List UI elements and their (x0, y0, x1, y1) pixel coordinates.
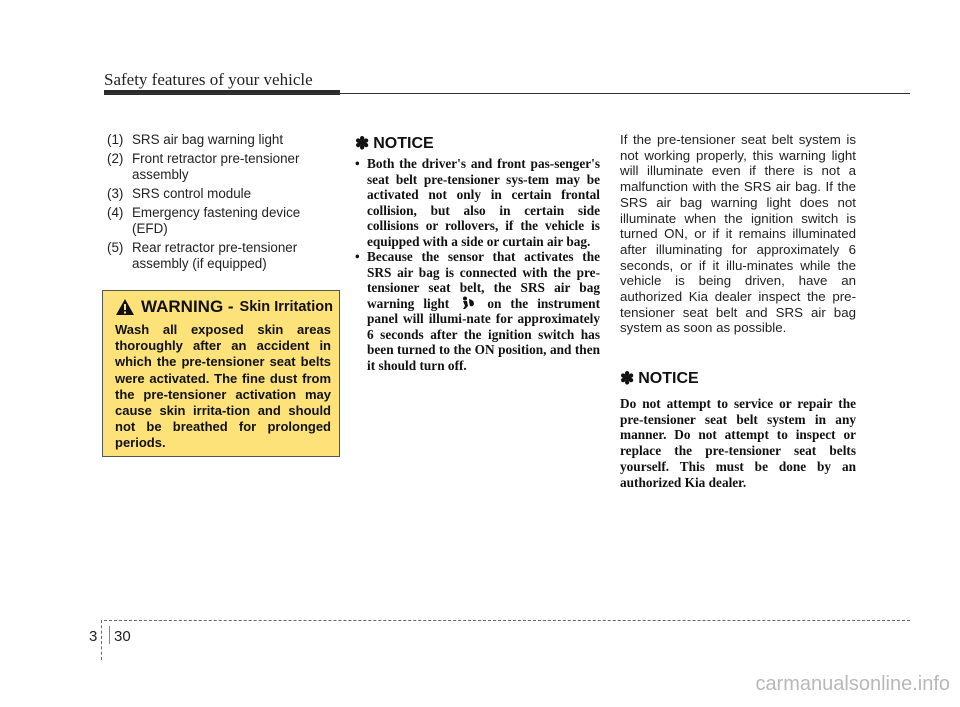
warning-box (102, 290, 340, 457)
page-header-title: Safety features of your vehicle (104, 70, 313, 89)
bullet-dot: • (355, 249, 360, 264)
warning-title: WARNING - (141, 297, 234, 316)
page-number-divider (109, 626, 110, 644)
notice-title: NOTICE (373, 135, 434, 152)
notice-title: NOTICE (638, 370, 699, 387)
bullet-text: Both the driver's and front pas-senger's seat belt pre-tensioner sys-tem may be activated not only in certain frontal collision, but also in certain side collisions or rollovers, if the vehicle is equipped with a side or curtain air bag. (367, 156, 600, 249)
airbag-warning-icon (460, 296, 476, 310)
list-item-text: SRS air bag warning light (132, 132, 284, 147)
list-item (107, 205, 337, 237)
watermark: carmanualsonline.info (755, 673, 950, 695)
notice-bullets (355, 156, 600, 373)
bullet-text-before: Because the sensor that activates the SRS air bag is connected with the pre-tensioner seat belt, the SRS air bag warning light (367, 249, 600, 311)
notice-heading (620, 369, 699, 389)
list-item-text: SRS control module (132, 186, 252, 201)
list-item-number: (2) (107, 151, 124, 166)
list-item-text: Front retractor pre-tensioner assembly (132, 151, 300, 182)
bullet-item (355, 156, 600, 249)
bullet-text-after: on the instrument panel will illumi-nate for approximately 6 seconds after the ignition switch has been turned to the ON position, and then it should turn off. (367, 295, 600, 373)
warning-triangle-icon (115, 298, 135, 316)
bullet-dot: • (355, 156, 360, 171)
bullet-item (355, 249, 600, 373)
list-item-number: (1) (107, 132, 124, 147)
list-item-text: Emergency fastening device (EFD) (132, 205, 301, 236)
bullet-text (367, 249, 600, 373)
footer-rule (104, 620, 910, 621)
warning-text: Wash all exposed skin areas thoroughly after an accident in which the pre-tensioner seat belts were activated. The fine dust from the pre-tensioner activation may cause skin irrita-tion and should not be breathed for prolonged periods. (115, 322, 331, 451)
list-item (107, 151, 337, 183)
list-item (107, 186, 337, 202)
notice-star-icon: ✽ (355, 134, 370, 153)
list-item-number: (4) (107, 205, 124, 220)
notice-heading (355, 134, 434, 154)
warning-header (115, 295, 333, 319)
pretensioner-paragraph: If the pre-tensioner seat belt system is not working properly, this warning light will illuminate even if there is not a malfunction with the SRS air bag. If the SRS air bag warning light does not illuminate when the ignition switch is turned ON, or if it remains illuminated after illuminating for approximately 6 seconds, or if it illu-minates while the vehicle is being driven, have an authorized Kia dealer inspect the pre-tensioner seat belt and SRS air bag system as soon as possible. (620, 132, 856, 336)
header-rule (104, 93, 910, 94)
page-number: 30 (114, 628, 131, 645)
list-item-text: Rear retractor pre-tensioner assembly (if equipped) (132, 240, 298, 271)
notice-star-icon: ✽ (620, 369, 635, 388)
notice-text: Do not attempt to service or repair the pre-tensioner seat belt system in any manner. Do not attempt to inspect or replace the pre-tensioner seat belts yourself. This must be done by an authorized Kia dealer. (620, 396, 856, 490)
list-item (107, 240, 337, 272)
chapter-number: 3 (89, 628, 98, 645)
footer-vertical-rule (101, 620, 102, 660)
list-item (107, 132, 337, 148)
warning-subtitle: Skin Irritation (239, 299, 334, 315)
list-item-number: (3) (107, 186, 124, 201)
component-list (107, 132, 337, 275)
list-item-number: (5) (107, 240, 124, 255)
